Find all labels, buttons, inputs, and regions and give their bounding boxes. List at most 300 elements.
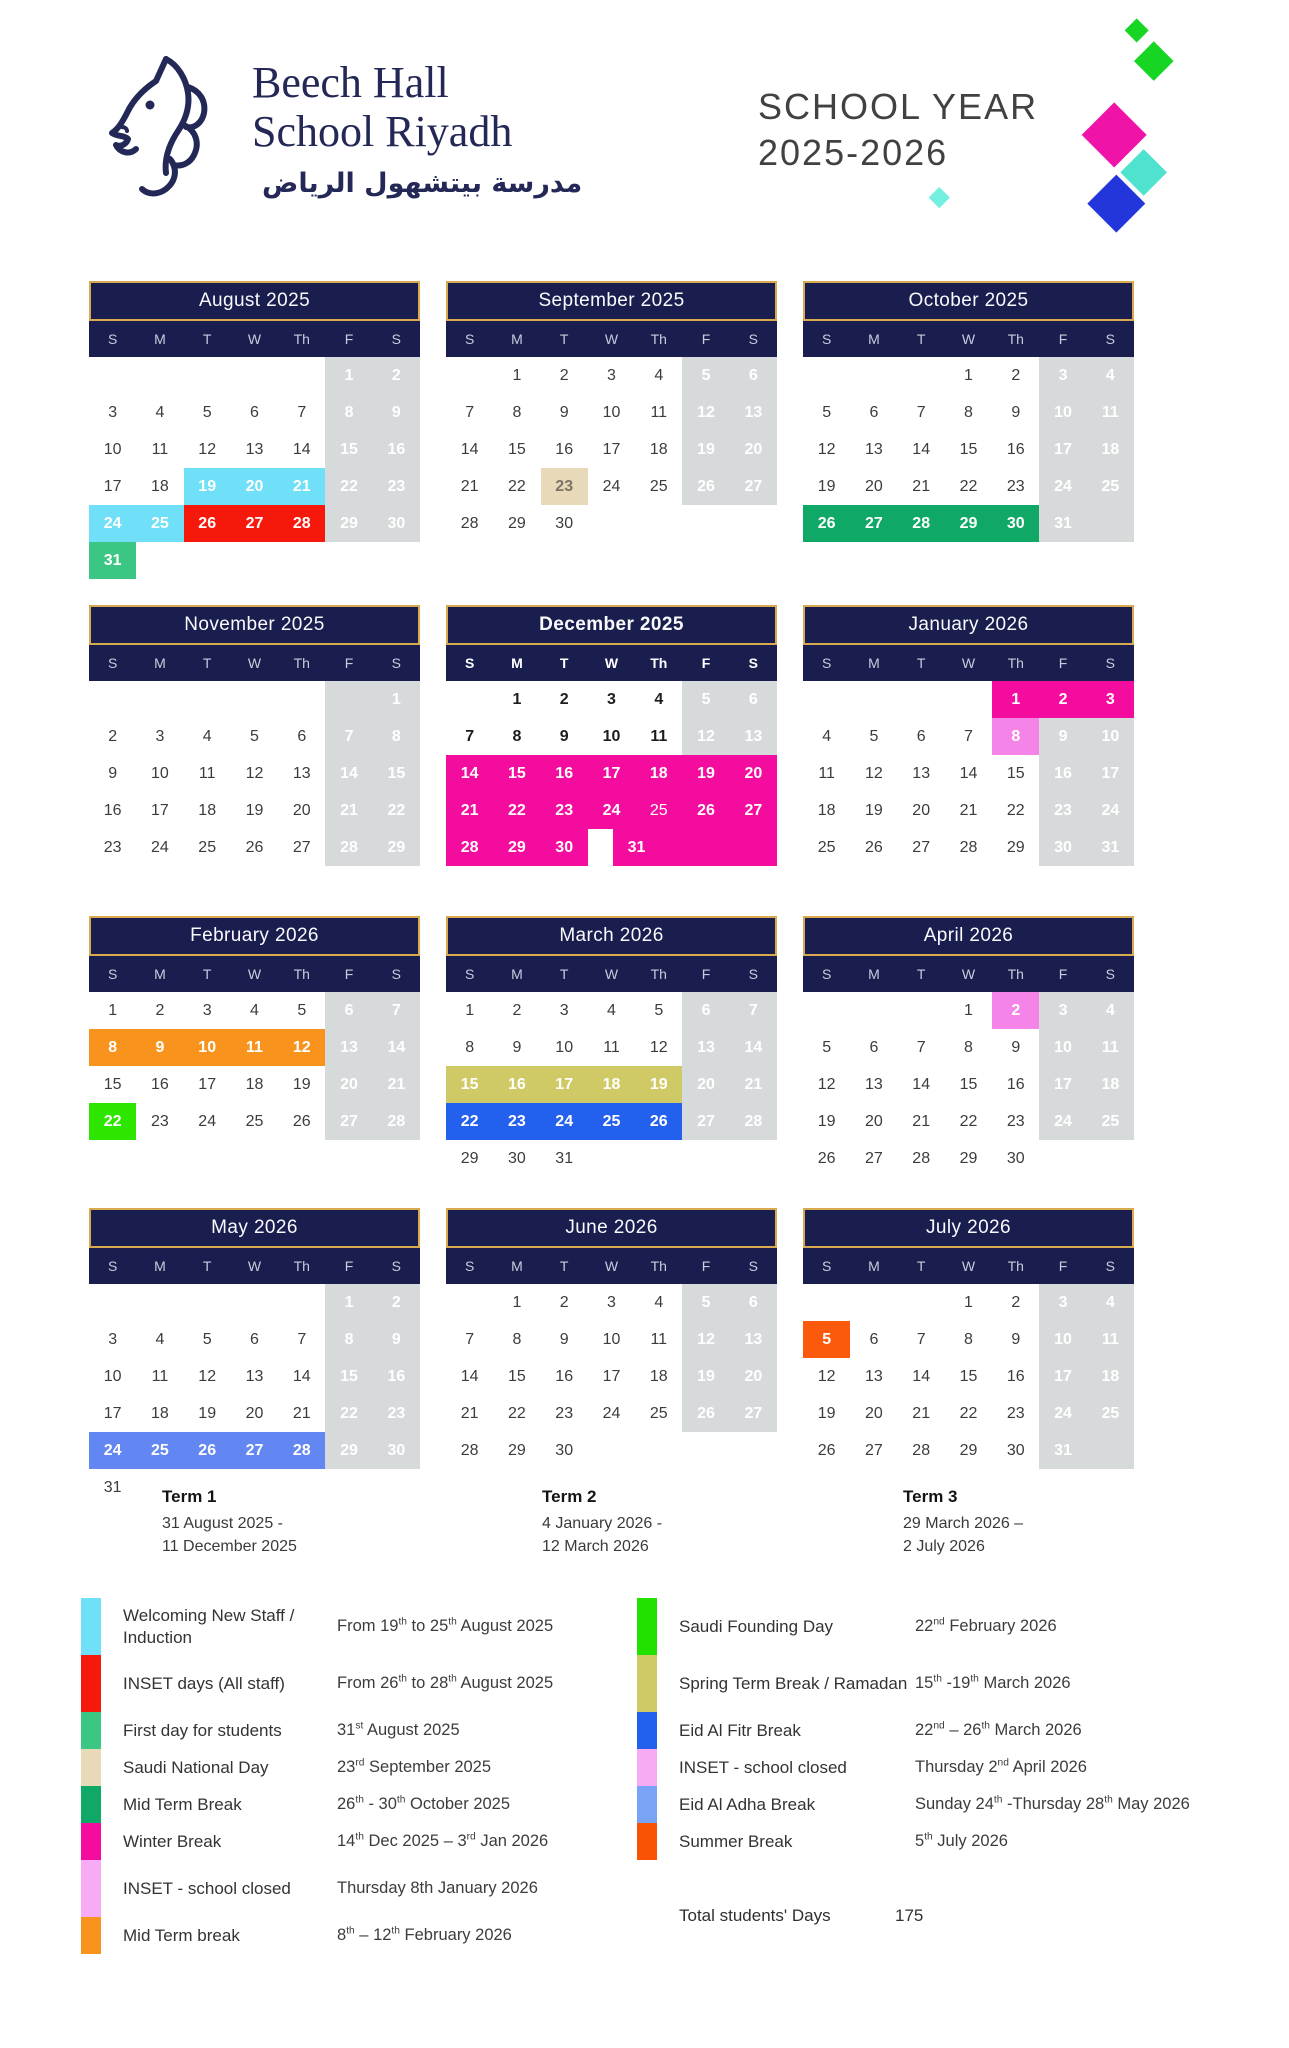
day-cell: 18 <box>198 801 217 819</box>
day-cell: 14 <box>325 755 372 792</box>
day-cell: 18 <box>1087 431 1134 468</box>
day-cell: 14 <box>912 440 931 458</box>
day-cell: 26 <box>184 1432 231 1469</box>
day-cell: 7 <box>730 992 777 1029</box>
day-cell: 3 <box>155 727 165 745</box>
day-cell: 9 <box>373 394 420 431</box>
day-cell: 13 <box>292 764 311 782</box>
day-of-week-header: S <box>107 331 118 347</box>
day-cell: 3 <box>607 1293 616 1311</box>
day-cell: 19 <box>245 801 264 819</box>
day-cell: 31 <box>1087 829 1134 866</box>
term-dates: 12 March 2026 <box>542 1538 649 1556</box>
decor-diamond-icon <box>1134 41 1173 80</box>
legend-label: INSET - school closed <box>123 1878 291 1898</box>
day-of-week-header: M <box>154 1258 166 1274</box>
day-cell: 31 <box>613 829 660 866</box>
day-cell <box>803 681 850 718</box>
month-july-2026 <box>803 1208 1134 1469</box>
day-cell: 2 <box>373 1284 420 1321</box>
legend-row <box>637 1823 1247 1860</box>
legend-label: Eid Al Fitr Break <box>679 1720 801 1740</box>
term-label: Term 2 <box>542 1487 597 1506</box>
day-of-week-header: S <box>464 1258 475 1274</box>
day-cell: 20 <box>292 801 311 819</box>
day-cell: 24 <box>1039 1395 1086 1432</box>
day-cell: 27 <box>325 1103 372 1140</box>
day-of-week-header: S <box>464 966 475 982</box>
day-cell: 25 <box>649 477 668 495</box>
day-cell: 6 <box>869 1330 879 1348</box>
calendar-months-grid <box>89 281 1134 1506</box>
day-of-week-header: F <box>1058 966 1068 982</box>
day-cell: 6 <box>325 992 372 1029</box>
day-of-week-header: F <box>344 331 354 347</box>
day-cell: 9 <box>1011 1038 1021 1056</box>
day-cell: 15 <box>508 440 526 458</box>
term-2 <box>542 1487 662 1558</box>
day-cell: 29 <box>325 505 372 542</box>
day-cell: 4 <box>1087 1284 1134 1321</box>
legend-date: Thursday 2nd April 2026 <box>915 1757 1087 1776</box>
month-title: June 2026 <box>446 1208 777 1248</box>
day-cell: 18 <box>649 440 668 458</box>
legend-date: Sunday 24th -Thursday 28th May 2026 <box>915 1794 1190 1813</box>
day-cell: 19 <box>865 801 883 819</box>
school-name-line1: Beech Hall <box>252 58 449 107</box>
day-cell: 23 <box>1006 477 1025 495</box>
day-cell: 21 <box>730 1066 777 1103</box>
day-cell: 18 <box>245 1075 264 1093</box>
day-cell: 12 <box>865 764 883 782</box>
day-of-week-header: T <box>559 655 569 671</box>
day-of-week-header: Th <box>650 1258 667 1274</box>
day-cell: 2 <box>559 366 569 384</box>
day-of-week-header: F <box>701 966 711 982</box>
day-cell: 28 <box>912 1149 931 1167</box>
day-cell: 30 <box>508 1149 526 1167</box>
legend-row <box>81 1917 621 1954</box>
day-cell: 8 <box>992 718 1039 755</box>
day-cell: 17 <box>588 755 635 792</box>
day-cell: 27 <box>730 1395 777 1432</box>
school-name-line2: School Riyadh <box>252 107 513 157</box>
day-cell: 3 <box>559 1001 569 1019</box>
day-of-week-header: M <box>154 331 166 347</box>
day-of-week-header: F <box>1058 331 1068 347</box>
day-cell: 6 <box>916 727 926 745</box>
day-cell: 10 <box>1039 394 1086 431</box>
day-cell: 23 <box>493 1103 540 1140</box>
day-cell: 17 <box>1039 1358 1086 1395</box>
day-of-week-header: W <box>961 966 976 982</box>
legend-date: 23rd September 2025 <box>337 1757 492 1776</box>
day-cell: 28 <box>460 514 479 532</box>
legend-label: Spring Term Break / Ramadan <box>679 1673 908 1693</box>
day-cell: 28 <box>278 505 325 542</box>
day-cell <box>682 829 729 866</box>
day-cell: 18 <box>817 801 836 819</box>
day-cell <box>1087 1432 1134 1469</box>
day-cell <box>278 542 325 579</box>
day-cell: 14 <box>912 1075 931 1093</box>
day-cell: 5 <box>654 1001 664 1019</box>
day-cell: 18 <box>1087 1358 1134 1395</box>
day-cell: 12 <box>682 718 729 755</box>
day-cell: 23 <box>1039 792 1086 829</box>
day-of-week-header: W <box>961 1258 976 1274</box>
day-cell: 18 <box>151 1404 169 1422</box>
day-cell: 1 <box>325 357 372 394</box>
day-cell: 16 <box>1039 755 1086 792</box>
day-cell <box>803 992 850 1029</box>
day-cell: 10 <box>602 727 621 745</box>
day-cell <box>588 1432 635 1469</box>
day-cell: 28 <box>730 1103 777 1140</box>
day-cell: 13 <box>730 718 777 755</box>
legend-row <box>81 1749 621 1786</box>
day-cell <box>89 1284 136 1321</box>
term-dates: 29 March 2026 – <box>903 1515 1024 1532</box>
day-cell: 25 <box>635 792 682 829</box>
day-of-week-header: S <box>464 655 475 671</box>
day-cell: 12 <box>245 764 264 782</box>
day-of-week-header: S <box>748 655 759 671</box>
day-cell: 6 <box>682 992 729 1029</box>
day-cell: 9 <box>512 1038 522 1056</box>
legend-row <box>637 1712 1247 1749</box>
day-of-week-header: S <box>107 655 118 671</box>
day-of-week-header: M <box>154 966 166 982</box>
school-logo-horse-icon <box>104 46 224 208</box>
day-cell: 27 <box>730 792 777 829</box>
day-cell <box>682 1140 729 1177</box>
day-of-week-header: T <box>916 655 926 671</box>
day-cell: 12 <box>682 394 729 431</box>
day-of-week-header: W <box>604 966 619 982</box>
day-cell: 12 <box>198 1367 217 1385</box>
day-cell <box>898 992 945 1029</box>
day-cell <box>325 542 372 579</box>
day-cell: 12 <box>649 1038 668 1056</box>
day-of-week-header: F <box>344 966 354 982</box>
legend-column-right <box>637 1598 1247 1926</box>
day-cell <box>184 542 231 579</box>
day-cell: 7 <box>916 403 926 421</box>
day-of-week-header: S <box>821 331 832 347</box>
day-cell: 27 <box>231 505 278 542</box>
day-cell: 11 <box>151 1367 169 1385</box>
day-cell: 28 <box>912 1441 931 1459</box>
day-cell <box>136 1284 183 1321</box>
month-april-2026 <box>803 916 1134 1177</box>
day-cell: 13 <box>245 440 264 458</box>
day-cell: 22 <box>373 792 420 829</box>
day-cell: 9 <box>136 1029 183 1066</box>
legend-color-swatch <box>81 1860 101 1917</box>
day-cell: 23 <box>1006 1112 1025 1130</box>
day-cell: 30 <box>1006 1441 1025 1459</box>
day-cell: 5 <box>822 403 832 421</box>
day-of-week-header: Th <box>650 966 667 982</box>
day-cell: 26 <box>245 838 264 856</box>
day-cell: 20 <box>865 1112 883 1130</box>
day-cell: 16 <box>541 755 588 792</box>
day-cell: 30 <box>555 514 574 532</box>
day-cell: 28 <box>959 838 978 856</box>
day-cell: 1 <box>512 690 522 708</box>
day-cell: 19 <box>817 477 836 495</box>
day-cell: 29 <box>945 505 992 542</box>
day-cell: 30 <box>373 1432 420 1469</box>
day-of-week-header: T <box>559 331 569 347</box>
day-cell: 3 <box>607 366 616 384</box>
day-cell <box>730 1140 777 1177</box>
day-of-week-header: W <box>247 966 262 982</box>
legend-date: From 19th to 25th August 2025 <box>337 1616 554 1635</box>
day-cell <box>1087 1140 1134 1177</box>
day-cell: 14 <box>959 764 978 782</box>
day-cell: 16 <box>103 801 122 819</box>
day-of-week-header: S <box>748 966 759 982</box>
term-label: Term 3 <box>903 1487 958 1506</box>
day-cell: 7 <box>297 403 307 421</box>
month-title: March 2026 <box>446 916 777 956</box>
day-cell: 2 <box>559 1293 569 1311</box>
legend-color-swatch <box>637 1823 657 1860</box>
day-cell: 21 <box>325 792 372 829</box>
day-of-week-header: S <box>391 655 402 671</box>
day-cell: 25 <box>1087 1103 1134 1140</box>
month-december-2025 <box>446 605 777 866</box>
month-title: November 2025 <box>89 605 420 645</box>
day-cell <box>278 1284 325 1321</box>
day-cell: 20 <box>730 1358 777 1395</box>
day-cell: 7 <box>373 992 420 1029</box>
day-cell: 8 <box>465 1038 475 1056</box>
month-september-2025 <box>446 281 777 542</box>
day-cell <box>373 542 420 579</box>
legend-date: 22nd – 26th March 2026 <box>915 1720 1082 1739</box>
day-cell: 13 <box>865 1367 883 1385</box>
day-cell: 26 <box>682 792 729 829</box>
day-cell: 3 <box>1039 357 1086 394</box>
day-of-week-header: T <box>202 1258 212 1274</box>
day-of-week-header: T <box>202 966 212 982</box>
day-cell: 10 <box>151 764 169 782</box>
day-cell: 16 <box>373 1358 420 1395</box>
day-of-week-header: T <box>202 331 212 347</box>
school-name-arabic: مدرسة بيتشهول الرياض <box>262 168 583 199</box>
legend-color-swatch <box>81 1749 101 1786</box>
day-cell: 2 <box>992 992 1039 1029</box>
day-cell: 29 <box>508 514 526 532</box>
day-cell: 2 <box>1039 681 1086 718</box>
day-cell <box>278 357 325 394</box>
day-cell: 15 <box>959 1367 978 1385</box>
day-cell: 3 <box>1039 992 1086 1029</box>
day-cell: 15 <box>325 1358 372 1395</box>
day-cell: 2 <box>108 727 118 745</box>
day-of-week-header: M <box>868 966 880 982</box>
day-cell: 20 <box>730 431 777 468</box>
term-1 <box>162 1487 297 1558</box>
legend-color-swatch <box>81 1786 101 1823</box>
day-cell: 6 <box>250 403 259 421</box>
day-cell: 7 <box>297 1330 307 1348</box>
day-cell: 9 <box>559 1330 569 1348</box>
day-cell: 11 <box>1087 394 1134 431</box>
day-cell <box>682 505 729 542</box>
day-cell <box>446 681 493 718</box>
day-cell: 21 <box>446 792 493 829</box>
day-cell: 21 <box>460 1404 479 1422</box>
day-cell: 25 <box>1087 468 1134 505</box>
day-cell: 11 <box>603 1038 620 1056</box>
day-cell: 19 <box>292 1075 311 1093</box>
day-cell: 14 <box>446 755 493 792</box>
day-cell: 11 <box>650 403 668 421</box>
page-title <box>758 84 1038 176</box>
day-cell: 5 <box>297 1001 307 1019</box>
day-cell: 4 <box>202 727 212 745</box>
day-cell: 6 <box>869 1038 879 1056</box>
month-november-2025 <box>89 605 420 866</box>
month-title: May 2026 <box>89 1208 420 1248</box>
day-cell: 17 <box>1087 755 1134 792</box>
day-cell: 21 <box>373 1066 420 1103</box>
day-of-week-header: T <box>202 655 212 671</box>
day-cell: 5 <box>682 1284 729 1321</box>
day-cell: 3 <box>108 1330 118 1348</box>
day-of-week-header: S <box>821 966 832 982</box>
day-of-week-header: S <box>107 966 118 982</box>
day-cell: 31 <box>555 1149 574 1167</box>
day-cell: 20 <box>245 1404 264 1422</box>
day-cell: 25 <box>817 838 836 856</box>
legend-color-swatch <box>81 1823 101 1860</box>
legend-color-swatch <box>637 1749 657 1786</box>
day-cell: 20 <box>865 477 883 495</box>
day-cell: 6 <box>250 1330 259 1348</box>
day-cell: 10 <box>184 1029 231 1066</box>
day-of-week-header: S <box>821 655 832 671</box>
day-cell: 18 <box>151 477 169 495</box>
legend-date: 14th Dec 2025 – 3rd Jan 2026 <box>337 1831 549 1850</box>
day-cell: 27 <box>292 838 311 856</box>
day-cell: 16 <box>1006 440 1025 458</box>
day-of-week-header: M <box>511 655 523 671</box>
total-students-days-label: Total students' Days <box>679 1906 831 1925</box>
day-cell <box>325 681 372 718</box>
day-cell: 12 <box>682 1321 729 1358</box>
day-cell: 30 <box>992 505 1039 542</box>
legend-date: Thursday 8th January 2026 <box>337 1879 538 1897</box>
day-cell <box>136 542 183 579</box>
legend-color-swatch <box>637 1712 657 1749</box>
day-cell <box>231 1284 278 1321</box>
day-of-week-header: T <box>916 966 926 982</box>
day-cell: 26 <box>682 1395 729 1432</box>
decor-diamond-icon <box>929 187 950 208</box>
day-cell: 1 <box>964 1293 973 1311</box>
day-cell: 3 <box>1039 1284 1086 1321</box>
day-of-week-header: Th <box>293 1258 310 1274</box>
day-cell: 16 <box>1006 1075 1025 1093</box>
day-cell: 2 <box>373 357 420 394</box>
day-cell: 9 <box>1039 718 1086 755</box>
legend-row <box>81 1786 621 1823</box>
day-cell <box>898 357 945 394</box>
day-cell: 27 <box>865 1149 883 1167</box>
day-cell <box>184 1284 231 1321</box>
day-cell: 19 <box>635 1066 682 1103</box>
day-cell <box>635 505 682 542</box>
day-cell: 27 <box>730 468 777 505</box>
day-cell: 29 <box>959 1441 978 1459</box>
day-cell: 4 <box>155 1330 165 1348</box>
day-cell: 18 <box>1087 1066 1134 1103</box>
day-cell: 29 <box>373 829 420 866</box>
day-cell <box>850 681 897 718</box>
day-cell: 30 <box>1006 1149 1025 1167</box>
day-cell: 12 <box>278 1029 325 1066</box>
day-cell: 8 <box>373 718 420 755</box>
day-of-week-header: M <box>868 655 880 671</box>
day-cell: 4 <box>654 1293 664 1311</box>
day-of-week-header: S <box>748 1258 759 1274</box>
day-cell: 15 <box>446 1066 493 1103</box>
day-cell <box>850 992 897 1029</box>
day-cell: 21 <box>912 1404 931 1422</box>
day-cell: 8 <box>964 1038 973 1056</box>
day-cell: 1 <box>108 1001 118 1019</box>
legend-row <box>637 1786 1247 1823</box>
day-cell <box>803 357 850 394</box>
day-cell: 10 <box>103 440 122 458</box>
day-cell: 23 <box>373 468 420 505</box>
day-cell: 3 <box>202 1001 212 1019</box>
day-cell: 8 <box>325 394 372 431</box>
day-cell: 24 <box>89 1432 136 1469</box>
day-cell: 9 <box>1011 403 1021 421</box>
legend-date: 8th – 12th February 2026 <box>337 1925 512 1944</box>
day-cell: 28 <box>373 1103 420 1140</box>
day-cell: 12 <box>817 1075 836 1093</box>
day-cell: 17 <box>541 1066 588 1103</box>
legend-row <box>637 1655 1247 1712</box>
day-cell: 9 <box>1011 1330 1021 1348</box>
legend-date: From 26th to 28th August 2025 <box>337 1673 554 1692</box>
month-title: August 2025 <box>89 281 420 321</box>
day-cell <box>89 681 136 718</box>
total-students-days-value: 175 <box>895 1906 924 1925</box>
month-title: September 2025 <box>446 281 777 321</box>
day-cell: 17 <box>151 801 169 819</box>
month-title: January 2026 <box>803 605 1134 645</box>
day-cell: 19 <box>817 1112 836 1130</box>
day-cell: 21 <box>278 468 325 505</box>
day-cell: 19 <box>682 1358 729 1395</box>
legend-label: First day for students <box>123 1720 282 1740</box>
day-of-week-header: T <box>559 966 569 982</box>
day-cell: 30 <box>373 505 420 542</box>
day-of-week-header: F <box>1058 1258 1068 1274</box>
day-cell: 4 <box>1087 357 1134 394</box>
legend-color-swatch <box>81 1917 101 1954</box>
day-cell <box>446 1284 493 1321</box>
day-cell: 19 <box>184 468 231 505</box>
